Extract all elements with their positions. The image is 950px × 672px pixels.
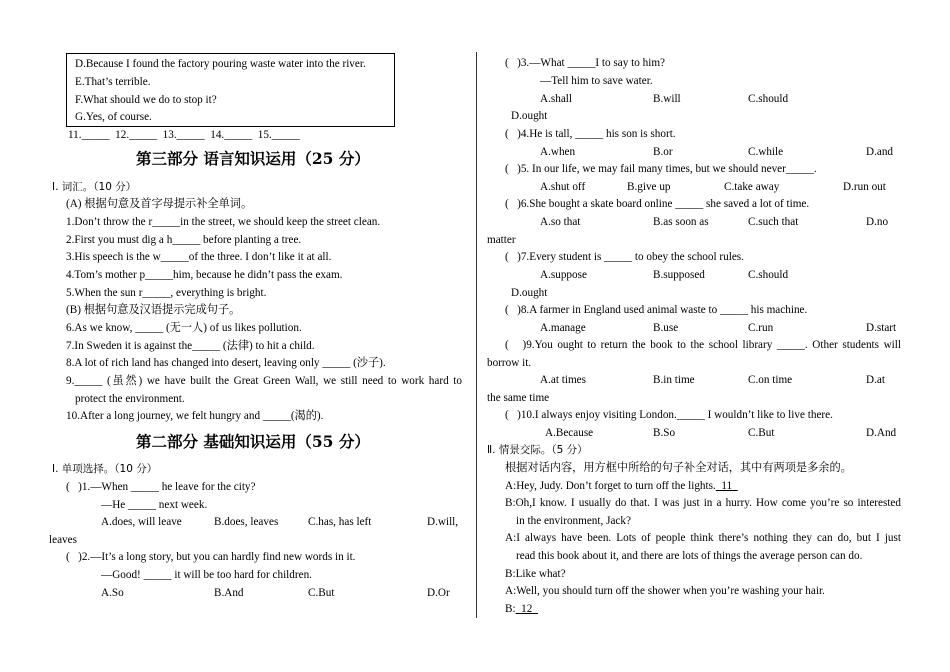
q10-option-d: D.And (866, 427, 897, 439)
blank-12: 12 (515, 603, 538, 615)
q4-option-b: B.or (653, 146, 673, 158)
q2-option-d: D.Or (427, 587, 450, 599)
q6-option-d: D.no (866, 216, 889, 228)
mc-heading: Ⅰ. 单项选择。（10 分） (52, 463, 158, 475)
q1-reply: —He _____ next week. (101, 499, 208, 511)
q2-option-b: B.And (214, 587, 244, 599)
q10-stem: ( )10.I always enjoy visiting London._____ I wouldn’t like to live there. (505, 409, 833, 421)
q1-option-b: B.does, leaves (214, 516, 279, 528)
dialog-instruction: 根据对话内容，用方框中所给的句子补全对话，其中有两项是多余的。 (505, 462, 852, 474)
q6-option-d-wrap: matter (487, 234, 516, 246)
vocab-a-heading: (A) 根据句意及首字母提示补全单词。 (66, 198, 253, 210)
q9-option-a: A.at times (540, 374, 586, 386)
dialog-line-2: B:Oh,I know. I usually do that. I was just in a hurry. How come you’re so interested (505, 497, 901, 509)
vocab-b-heading: (B) 根据句意及汉语提示完成句子。 (66, 304, 241, 316)
q1-option-c: C.has, has left (308, 516, 372, 528)
vocab-item-9: 9._____ (虽然) we have built the Great Green Wall, we still need to work hard to (66, 375, 462, 387)
vocab-item-10: 10.After a long journey, we felt hungry and _____(渴的). (66, 410, 324, 422)
dialog-line-4: B:Like what? (505, 568, 566, 580)
q1-option-a: A.does, will leave (101, 516, 182, 528)
q7-option-c: C.should (748, 269, 789, 281)
q3-option-d: D.ought (511, 110, 548, 122)
q10-option-b: B.So (653, 427, 676, 439)
q9-option-d: D.at (866, 374, 885, 386)
q5-option-b: B.give up (627, 181, 671, 193)
q6-option-b: B.as soon as (653, 216, 709, 228)
q8-option-a: A.manage (540, 322, 586, 334)
q3-option-b: B.will (653, 93, 681, 105)
dialog-line-3-cont: read this book about it, and there are lots of things the average person can do. (516, 550, 863, 562)
q1-option-d: D.will, (427, 516, 459, 528)
q3-option-a: A.shall (540, 93, 573, 105)
q5-option-c: C.take away (724, 181, 780, 193)
q8-stem: ( )8.A farmer in England used animal waste to _____ his machine. (505, 304, 808, 316)
q7-option-b: B.supposed (653, 269, 705, 281)
vocab-item-2: 2.First you must dig a h_____ before planting a tree. (66, 234, 302, 246)
q7-stem: ( )7.Every student is _____ to obey the school rules. (505, 251, 744, 263)
option-e: E.That’s terrible. (75, 76, 151, 88)
vocab-item-7: 7.In Sweden it is against the_____ (法律) to hit a child. (66, 340, 315, 352)
q3-stem: ( )3.—What _____I to say to him? (505, 57, 666, 69)
q10-option-a: A.Because (545, 427, 594, 439)
q6-option-a: A.so that (540, 216, 581, 228)
dialog-heading: Ⅱ. 情景交际。（5 分） (487, 444, 588, 456)
q5-option-d: D.run out (843, 181, 886, 193)
vocab-item-4: 4.Tom’s mother p_____him, because he didn’t pass the exam. (66, 269, 343, 281)
dialog-line-2-cont: in the environment, Jack? (516, 515, 631, 527)
dialog-line-1 (505, 480, 738, 493)
q3-reply: —Tell him to save water. (540, 75, 653, 87)
vocab-item-6: 6.As we know, _____ (无一人) of us likes pollution. (66, 322, 302, 334)
q2-reply: —Good! _____ it will be too hard for children. (101, 569, 312, 581)
q4-option-d: D.and (866, 146, 894, 158)
column-divider (476, 52, 477, 618)
q9-stem-cont: borrow it. (487, 357, 532, 369)
blank-11: 11 (715, 480, 738, 492)
dialog-line-1-text: A:Hey, Judy. Don’t forget to turn off the lights. (505, 480, 716, 492)
q2-option-c: C.But (308, 587, 335, 599)
vocab-item-1: 1.Don’t throw the r_____in the street, we should keep the street clean. (66, 216, 381, 228)
q6-option-c: C.such that (748, 216, 799, 228)
q5-stem: ( )5. In our life, we may fail many times, but we should never_____. (505, 163, 817, 175)
dialog-line-3: A:I always have been. Lots of people think there’s nothing they can do, but I just (505, 532, 901, 544)
vocab-item-9-cont: protect the environment. (75, 393, 185, 405)
q7-option-a: A.suppose (540, 269, 587, 281)
q9-option-b: B.in time (653, 374, 695, 386)
q4-stem: ( )4.He is tall, _____ his son is short. (505, 128, 676, 140)
q8-option-b: B.use (653, 322, 679, 334)
q8-option-d: D.start (866, 322, 897, 334)
q9-option-c: C.on time (748, 374, 793, 386)
answer-blanks: 11._____ 12._____ 13._____ 14._____ 15._____ (68, 129, 300, 141)
q9-stem: ( )9.You ought to return the book to the school library _____. Other students will (505, 339, 901, 351)
vocab-item-3: 3.His speech is the w_____of the three. I don’t like it at all. (66, 251, 332, 263)
q5-option-a: A.shut off (540, 181, 586, 193)
option-f: F.What should we do to stop it? (75, 94, 217, 106)
option-g: G.Yes, of course. (75, 111, 152, 123)
dialog-line-5: A:Well, you should turn off the shower when you’re washing your hair. (505, 585, 825, 597)
q2-option-a: A.So (101, 587, 124, 599)
q1-option-d-wrap: leaves (49, 534, 77, 546)
q8-option-c: C.run (748, 322, 774, 334)
part2-title: 第二部分 基础知识运用（55 分） (136, 432, 370, 451)
dialog-line-6-text: B: (505, 603, 516, 615)
vocab-item-5: 5.When the sun r_____, everything is bright. (66, 287, 267, 299)
vocab-item-8: 8.A lot of rich land has changed into desert, leaving only _____ (沙子). (66, 357, 386, 369)
vocab-heading: Ⅰ. 词汇。（10 分） (52, 181, 137, 193)
dialog-line-6 (505, 603, 538, 616)
q10-option-c: C.But (748, 427, 775, 439)
q2-stem: ( )2.—It’s a long story, but you can hardly find new words in it. (66, 551, 356, 563)
q6-stem: ( )6.She bought a skate board online _____ she saved a lot of time. (505, 198, 810, 210)
q9-option-d-wrap: the same time (487, 392, 550, 404)
q4-option-a: A.when (540, 146, 576, 158)
q4-option-c: C.while (748, 146, 784, 158)
part3-title: 第三部分 语言知识运用（25 分） (136, 149, 370, 168)
q3-option-c: C.should (748, 93, 789, 105)
q1-stem: ( )1.—When _____ he leave for the city? (66, 481, 256, 493)
option-d: D.Because I found the factory pouring waste water into the river. (75, 58, 366, 70)
q7-option-d: D.ought (511, 287, 548, 299)
